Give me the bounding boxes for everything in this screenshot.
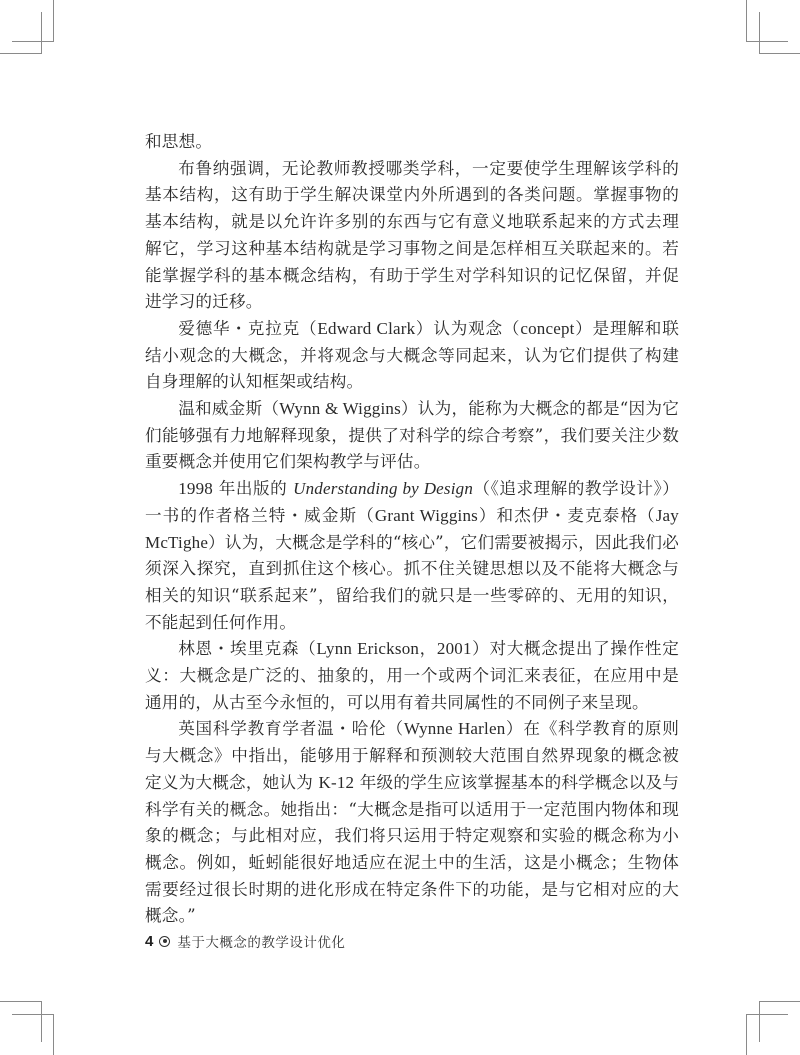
crop-mark-top-left-b-horizontal: [0, 53, 42, 54]
text-segment: ）认为观念（: [415, 318, 521, 338]
text-segment: Wynn & Wiggins: [279, 399, 401, 419]
crop-mark-bottom-left-b-horizontal: [12, 1014, 54, 1015]
text-segment: 年级的学生应该掌握基本的科学概念以及与科学有关的概念。她指出：“大概念是指可以适用于一定范围内物体和现象的概念；与此相对应，我们将只运用于特定观察和实验的概念称为小概念。例如，蚯蚓能很好地适应在泥土中的生活，这是小概念；生物体需要经过很长时期的进化形成在特定条件下的功能，是与它相对应的大概念。”: [145, 772, 679, 926]
text-segment: 1998: [178, 479, 213, 499]
text-segment: 英国科学教育学者温・哈伦（: [178, 719, 404, 739]
text-segment: ）是理解和联结小观念的大概念，并将观念与大概念等同起来，认为它们提供了构建自身理解的认知框架或结构。: [145, 318, 679, 392]
crop-mark-top-left-b-vertical: [41, 12, 42, 53]
text-segment: ）对大概念提出了操作性定义：大概念是广泛的、抽象的，用一个或两个词汇来表征，在应用中是通用的，从古至今永恒的，可以用有着共同属性的不同例子来呈现。: [145, 639, 679, 712]
paragraph: [145, 396, 679, 476]
paragraph: [145, 476, 679, 636]
text-segment: 林恩・埃里克森（: [178, 639, 317, 659]
text-segment: Grant Wiggins: [374, 505, 478, 525]
text-segment: ）在《科学教育的原则与大概念》中指出，能够用于解释和预测较大范围自然界现象的概念被定义为大概念，她认为: [145, 719, 679, 792]
crop-mark-top-right-b-horizontal: [759, 53, 800, 54]
text-segment: concept: [520, 318, 575, 338]
page-number: 4: [145, 932, 154, 950]
text-segment: 温和威金斯（: [178, 399, 280, 419]
text-segment: 和思想。: [145, 132, 213, 151]
paragraph: [145, 129, 679, 156]
paragraph: [145, 636, 679, 716]
paragraph: [145, 316, 679, 396]
circled-dot-icon: [159, 936, 170, 947]
crop-mark-top-right-a-vertical: [746, 0, 747, 41]
crop-mark-top-left-a-vertical: [53, 0, 54, 41]
page-footer: [145, 931, 345, 951]
running-title: 基于大概念的教学设计优化: [177, 935, 346, 951]
text-segment: ）和杰伊・麦克泰格（: [477, 505, 656, 525]
text-segment: 年出版的: [213, 479, 294, 499]
text-segment: Understanding by Design: [293, 479, 474, 499]
text-segment: Wynne Harlen: [403, 719, 506, 739]
crop-mark-bottom-right-a-vertical: [759, 1001, 760, 1042]
crop-mark-top-right-b-vertical: [759, 12, 760, 53]
crop-mark-bottom-right-b-vertical: [746, 1014, 747, 1055]
text-segment: ，: [419, 639, 437, 659]
text-segment: （《追求理解的教学设计》）一书的作者格兰特・威金斯（: [145, 479, 680, 525]
text-segment: K-12: [318, 772, 355, 792]
crop-mark-bottom-left-b-vertical: [53, 1014, 54, 1055]
paragraph: [145, 156, 679, 316]
text-segment: Lynn Erickson: [316, 639, 420, 659]
crop-mark-bottom-right-b-horizontal: [746, 1014, 788, 1015]
body-text: [145, 129, 679, 930]
text-segment: Jay McTighe: [145, 505, 679, 552]
text-segment: 2001: [436, 639, 472, 659]
text-segment: 布鲁纳强调，无论教师教授哪类学科，一定要使学生理解该学科的基本结构，这有助于学生解决课堂内外所遇到的各类问题。掌握事物的基本结构，就是以允许许多别的东西与它有意义地联系起来的方式去理解它，学习这种基本结构就是学习事物之间是怎样相互关联起来的。若能掌握学科的基本概念结构，有助于学生对学科知识的记忆保留，并促进学习的迁移。: [145, 158, 679, 312]
paragraph: [145, 716, 679, 930]
text-segment: ）认为，大概念是学科的“核心”，它们需要被揭示，因此我们必须深入探究，直到抓住这个核心。抓不住关键思想以及不能将大概念与相关的知识“联系起来”，留给我们的就只是一些零碎的、无用的知识，不能起到任何作用。: [145, 532, 679, 632]
crop-mark-bottom-left-a-vertical: [41, 1001, 42, 1042]
text-segment: 爱德华・克拉克（: [178, 318, 318, 338]
crop-mark-bottom-left-a-horizontal: [0, 1001, 42, 1002]
text-segment: ）认为，能称为大概念的都是“因为它们能够强有力地解释现象，提供了对科学的综合考察”，我们要关注少数重要概念并使用它们架构教学与评估。: [145, 399, 679, 472]
crop-mark-bottom-right-a-horizontal: [759, 1001, 800, 1002]
crop-mark-top-right-a-horizontal: [746, 41, 788, 42]
text-segment: Edward Clark: [317, 318, 416, 338]
crop-mark-top-left-a-horizontal: [12, 41, 54, 42]
